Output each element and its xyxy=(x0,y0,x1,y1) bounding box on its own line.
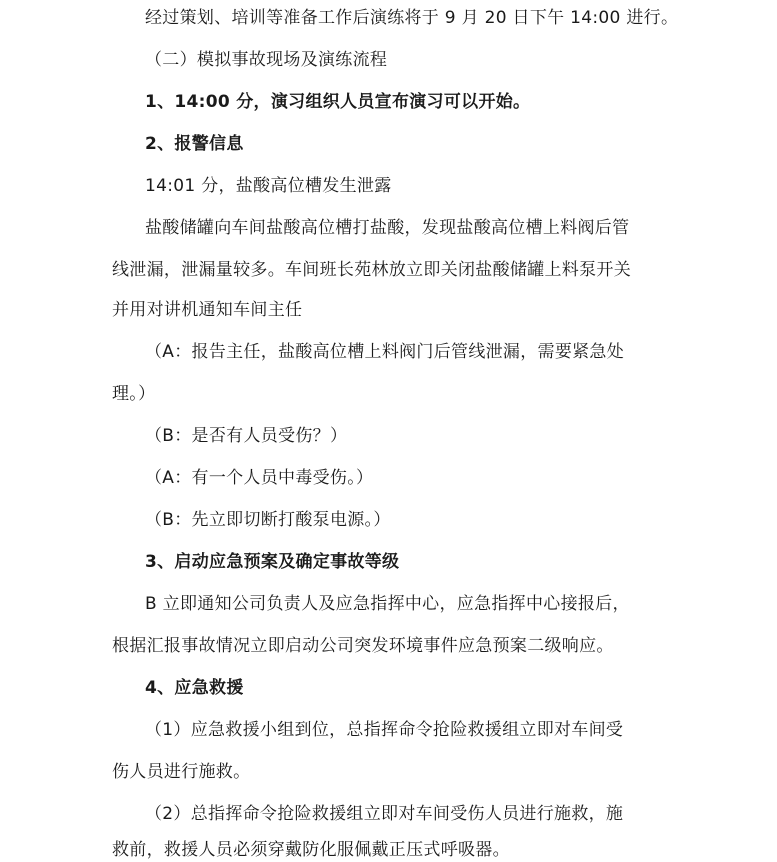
paragraph-leak-line-3: 并用对讲机通知车间主任 xyxy=(112,300,303,320)
dialogue-b-2: （B：先立即切断打酸泵电源。） xyxy=(145,510,391,530)
rescue-item-2-line-2: 救前，救援人员必须穿戴防化服佩戴正压式呼吸器。 xyxy=(112,840,510,860)
paragraph-schedule: 经过策划、培训等准备工作后演练将于 9 月 20 日下午 14:00 进行。 xyxy=(145,8,679,28)
section-heading-2: （二）模拟事故现场及演练流程 xyxy=(145,50,388,70)
paragraph-notify-line-2: 根据汇报事故情况立即启动公司突发环境事件应急预案二级响应。 xyxy=(112,636,614,656)
dialogue-b-1: （B：是否有人员受伤？） xyxy=(145,426,348,446)
step-2-heading: 2、报警信息 xyxy=(145,134,244,154)
paragraph-leak-line-1: 盐酸储罐向车间盐酸高位槽打盐酸，发现盐酸高位槽上料阀后管 xyxy=(145,218,630,238)
rescue-item-2-line-1: （2）总指挥命令抢险救援组立即对车间受伤人员进行施救，施 xyxy=(145,804,624,824)
step-3-heading: 3、启动应急预案及确定事故等级 xyxy=(145,552,400,572)
rescue-item-1-line-2: 伤人员进行施救。 xyxy=(112,762,251,782)
dialogue-a-1-line-1: （A：报告主任，盐酸高位槽上料阀门后管线泄漏，需要紧急处 xyxy=(145,342,625,362)
step-4-heading: 4、应急救援 xyxy=(145,678,244,698)
alarm-time-line: 14:01 分，盐酸高位槽发生泄露 xyxy=(145,176,392,196)
step-1-heading: 1、14:00 分，演习组织人员宣布演习可以开始。 xyxy=(145,92,531,112)
dialogue-a-1-line-2: 理。） xyxy=(112,384,156,404)
paragraph-notify-line-1: B 立即通知公司负责人及应急指挥中心，应急指挥中心接报后， xyxy=(145,594,630,614)
dialogue-a-2: （A：有一个人员中毒受伤。） xyxy=(145,468,374,488)
rescue-item-1-line-1: （1）应急救援小组到位，总指挥命令抢险救援组立即对车间受 xyxy=(145,720,624,740)
paragraph-leak-line-2: 线泄漏，泄漏量较多。车间班长苑林放立即关闭盐酸储罐上料泵开关 xyxy=(112,260,631,280)
